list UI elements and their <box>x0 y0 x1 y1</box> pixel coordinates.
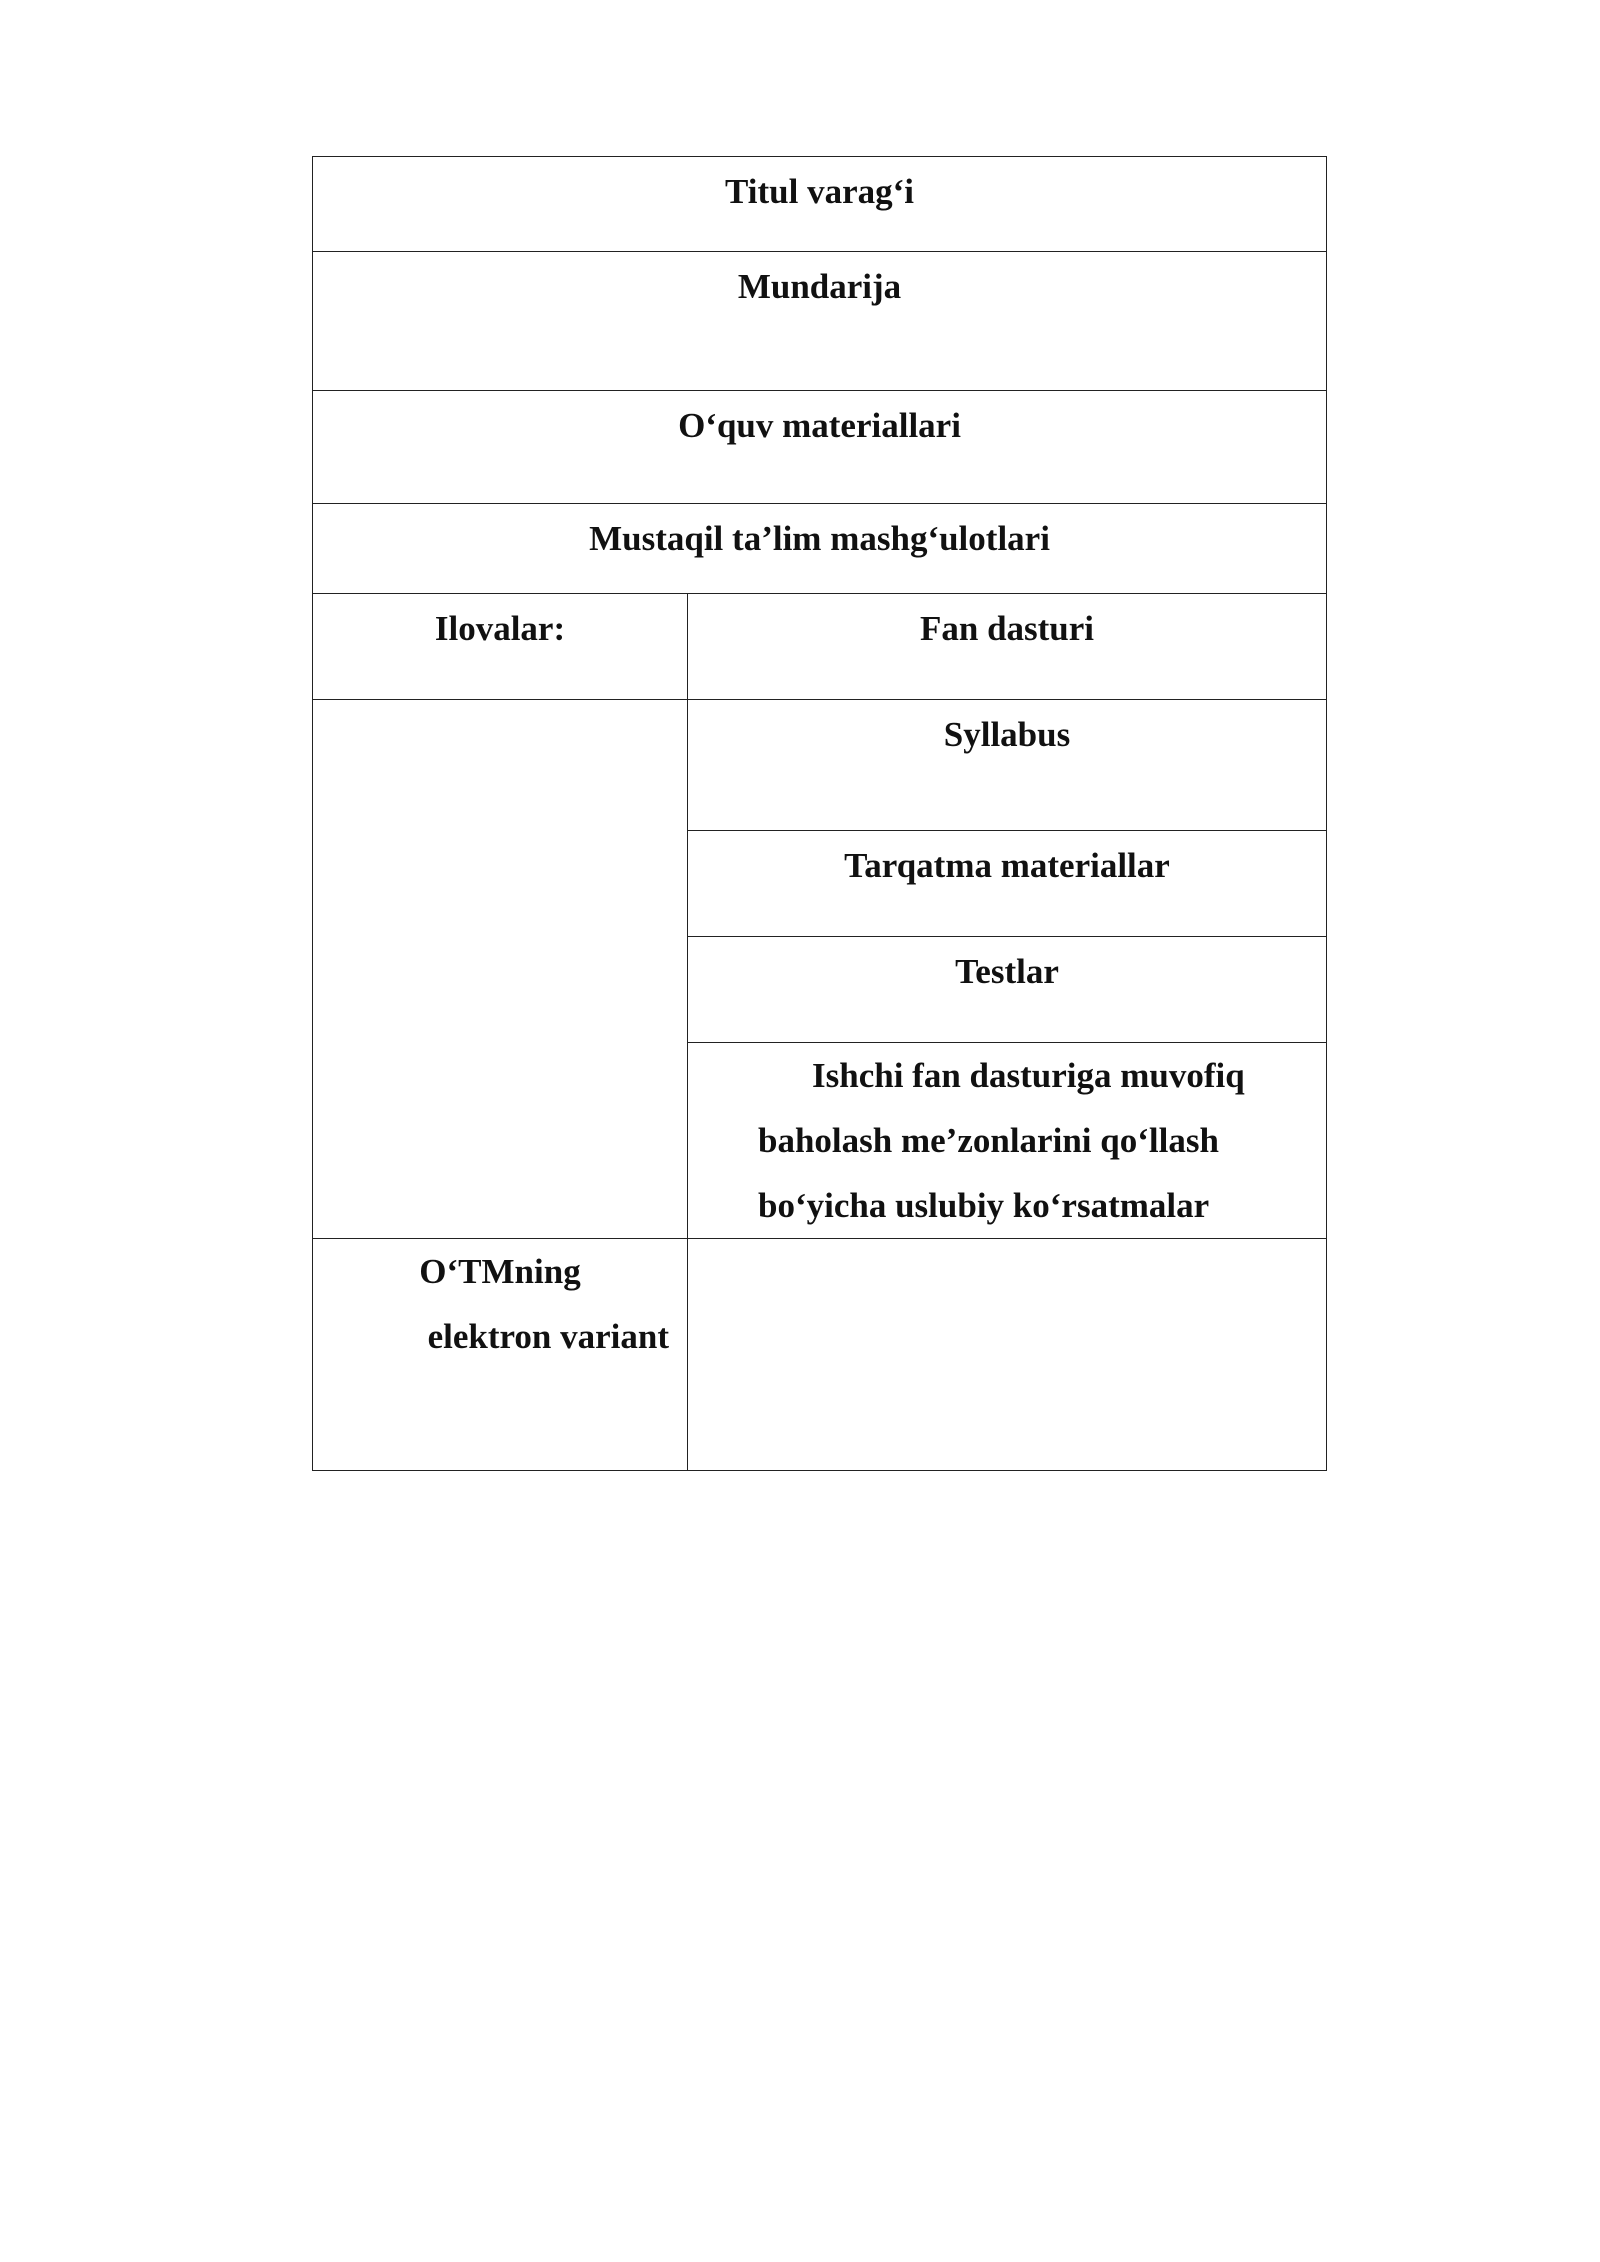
tests-label: Testlar <box>955 952 1059 991</box>
guidelines-line: Ishchi fan dasturiga muvofiq <box>812 1056 1245 1095</box>
contents-label: Mundarija <box>737 267 902 306</box>
electronic-version-line: elektron variant <box>427 1317 669 1356</box>
study-materials-label: O‘quv materiallari <box>678 406 961 445</box>
handouts-label: Tarqatma materiallar <box>844 846 1170 885</box>
independent-study-cell <box>313 504 1327 594</box>
guidelines-line: bo‘yicha uslubiy ko‘rsatmalar <box>758 1186 1210 1225</box>
syllabus-cell <box>688 700 1327 831</box>
program-cell <box>688 594 1327 700</box>
title-page-label: Titul varag‘i <box>725 172 914 211</box>
contents-cell <box>313 252 1327 391</box>
empty-cell <box>688 1239 1327 1471</box>
table-row <box>313 504 1327 594</box>
handouts-cell <box>688 831 1327 937</box>
table-row <box>313 594 1327 700</box>
table-row <box>313 1239 1327 1471</box>
table-row <box>313 157 1327 252</box>
guidelines-cell <box>688 1043 1327 1239</box>
table-row <box>313 391 1327 504</box>
appendices-spacer-cell <box>313 700 688 1239</box>
guidelines-text <box>688 1043 1326 1238</box>
electronic-version-cell <box>313 1239 688 1471</box>
study-materials-cell <box>313 391 1327 504</box>
independent-study-label: Mustaqil ta’lim mashg‘ulotlari <box>589 519 1050 558</box>
table-row <box>313 700 1327 831</box>
appendices-label-cell <box>313 594 688 700</box>
electronic-version-text <box>313 1239 687 1369</box>
table-row <box>313 252 1327 391</box>
syllabus-label: Syllabus <box>943 715 1071 754</box>
title-page-cell <box>313 157 1327 252</box>
document-structure-table <box>312 156 1327 1471</box>
electronic-version-line: O‘TMning <box>419 1252 581 1291</box>
program-label: Fan dasturi <box>919 609 1095 648</box>
tests-cell <box>688 937 1327 1043</box>
guidelines-line: baholash me’zonlarini qo‘llash <box>758 1121 1219 1160</box>
appendices-label: Ilovalar: <box>434 609 566 648</box>
